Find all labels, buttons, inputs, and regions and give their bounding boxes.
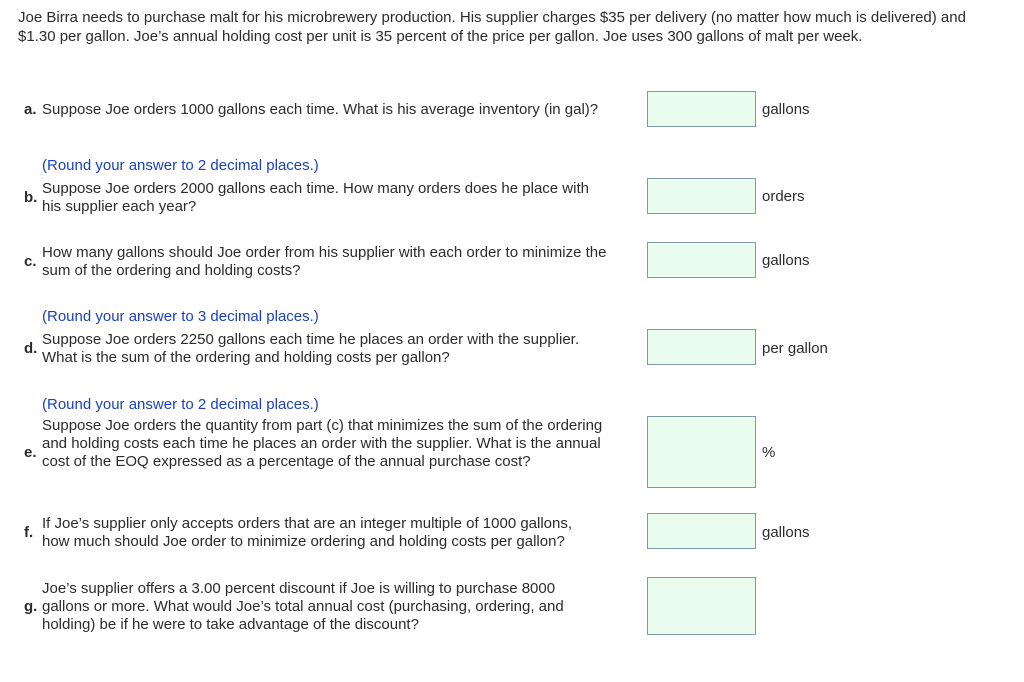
- answer-a-unit: gallons: [762, 101, 810, 118]
- question-d-letter: d.: [24, 340, 38, 357]
- answer-c-unit: gallons: [762, 252, 810, 269]
- answer-c-input[interactable]: [648, 243, 755, 277]
- question-b-hint: (Round your answer to 2 decimal places.): [42, 157, 319, 174]
- answer-f-input[interactable]: [648, 514, 755, 548]
- question-d-hint: (Round your answer to 3 decimal places.): [42, 308, 319, 325]
- question-g-letter: g.: [24, 598, 38, 615]
- question-b-letter: b.: [24, 189, 38, 206]
- answer-c-box[interactable]: [647, 242, 756, 278]
- answer-a-input[interactable]: [648, 92, 755, 126]
- answer-d-unit: per gallon: [762, 340, 828, 357]
- question-c-letter: c.: [24, 253, 37, 270]
- question-f-text: If Joe’s supplier only accepts orders that are an integer multiple of 1000 gallons, how much should Joe order to minimize ordering and holding costs per gallon?: [42, 515, 573, 550]
- answer-b-unit: orders: [762, 188, 805, 205]
- question-e-letter: e.: [24, 444, 37, 461]
- question-f-letter: f.: [24, 524, 34, 541]
- answer-f-unit: gallons: [762, 524, 810, 541]
- question-b-text: Suppose Joe orders 2000 gallons each time. How many orders does he place with his supplier each year?: [42, 180, 589, 215]
- answer-b-box[interactable]: [647, 178, 756, 214]
- question-a-text: Suppose Joe orders 1000 gallons each time. What is his average inventory (in gal)?: [42, 101, 599, 118]
- answer-b-input[interactable]: [648, 179, 755, 213]
- answer-e-unit: %: [762, 444, 776, 461]
- answer-e-box[interactable]: [647, 416, 756, 488]
- answer-a-box[interactable]: [647, 91, 756, 127]
- answer-g-box[interactable]: [647, 577, 756, 635]
- question-g-text: Joe’s supplier offers a 3.00 percent discount if Joe is willing to purchase 8000 gallons or more. What would Joe’s total annual cost (purchasing, ordering, and holding) be if he were to take advantage of the discount?: [42, 580, 564, 633]
- answer-e-input[interactable]: [648, 417, 755, 487]
- question-c-text: How many gallons should Joe order from his supplier with each order to minimize the sum of the ordering and holding costs?: [42, 244, 607, 279]
- question-e-hint: (Round your answer to 2 decimal places.): [42, 396, 319, 413]
- question-d-text: Suppose Joe orders 2250 gallons each time he places an order with the supplier. What is the sum of the ordering and holding costs per gallon?: [42, 331, 580, 366]
- problem-statement: Joe Birra needs to purchase malt for his microbrewery production. His supplier charges $35 per delivery (no matter how much is delivered) and $1.30 per gallon. Joe’s annual holding cost per unit is 35 percent of the price per gallon. Joe uses 300 gallons of malt per week.: [18, 9, 966, 45]
- answer-f-box[interactable]: [647, 513, 756, 549]
- answer-d-box[interactable]: [647, 329, 756, 365]
- answer-g-input[interactable]: [648, 578, 755, 634]
- question-e-text: Suppose Joe orders the quantity from part (c) that minimizes the sum of the ordering and holding costs each time he places an order with the supplier. What is the annual cost of the EOQ expressed as a percentage of the annual purchase cost?: [42, 417, 603, 470]
- answer-d-input[interactable]: [648, 330, 755, 364]
- question-a-letter: a.: [24, 101, 37, 118]
